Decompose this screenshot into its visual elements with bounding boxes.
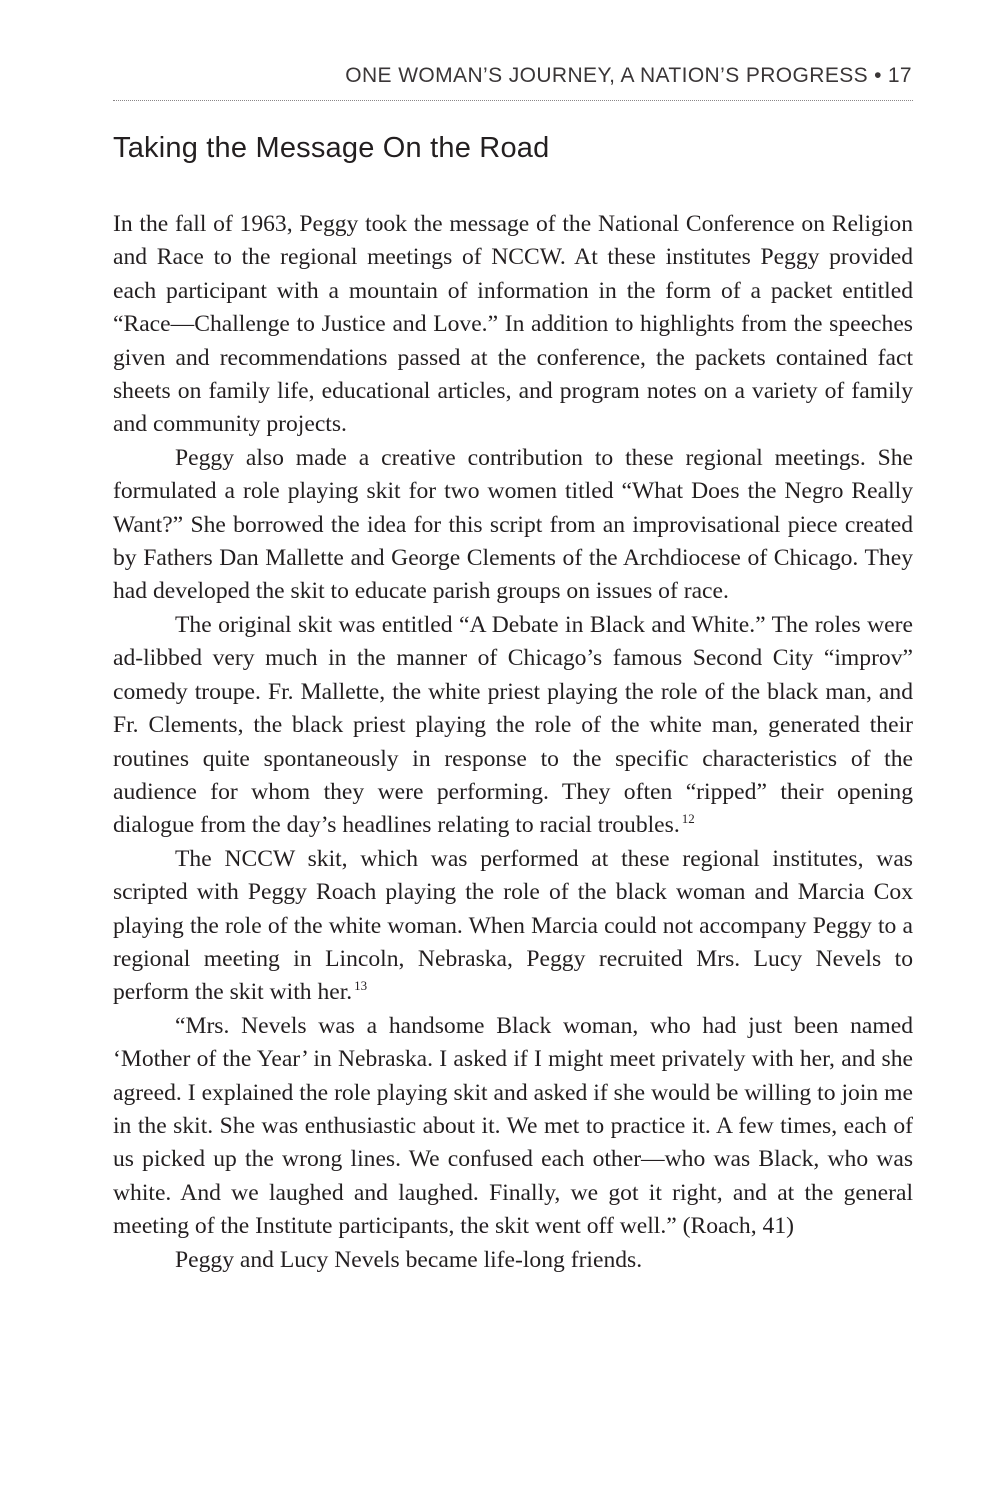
paragraph-text: “Mrs. Nevels was a handsome Black woman, who had just been named ‘Mother of the Year’ in Nebraska. I asked if I might meet privately with her, and she agreed. I explained the role playing skit and asked if she would be willing to join me in the skit. She was enthusiastic about it. We met to practice it. A few times, each of us picked up the wrong lines. We confused each other—who was Black, who was white. And we laughed and laughed. Finally, we got it right, and at the general meeting of the Institute participants, the skit went off well.” (Roach, 41) xyxy=(113,1012,913,1240)
paragraph xyxy=(113,609,913,843)
paragraph xyxy=(113,208,913,442)
paragraph xyxy=(113,843,913,1010)
paragraph-text: The original skit was entitled “A Debate in Black and White.” The roles were ad-libbed very much in the manner of Chicago’s famous Second City “improv” comedy troupe. Fr. Mallette, the white priest playing the role of the black man, and Fr. Clements, the black priest playing the role of the white man, generated their routines quite spontaneously in response to the specific characteristics of the audience for whom they were performing. They often “ripped” their opening dialogue from the day’s headlines relating to racial troubles. xyxy=(113,611,913,839)
footnote-marker: 12 xyxy=(681,811,695,827)
paragraph-text: The NCCW skit, which was performed at these regional institutes, was scripted with Peggy Roach playing the role of the black woman and Marcia Cox playing the role of the white woman. When Marcia could not accompany Peggy to a regional meeting in Lincoln, Nebraska, Peggy recruited Mrs. Lucy Nevels to perform the skit with her. xyxy=(113,845,913,1006)
paragraph-text: In the fall of 1963, Peggy took the message of the National Conference on Religion and Race to the regional meetings of NCCW. At these institutes Peggy provided each participant with a mountain of information in the form of a packet entitled “Race—Challenge to Justice and Love.” In addition to highlights from the speeches given and recommendations passed at the conference, the packets contained fact sheets on family life, educational articles, and program notes on a variety of family and community projects. xyxy=(113,211,913,438)
page-number: 17 xyxy=(887,64,912,87)
footnote-marker: 13 xyxy=(354,978,368,994)
paragraph-text: Peggy also made a creative contribution to these regional meetings. She formulated a role playing skit for two women titled “What Does the Negro Really Want?” She borrowed the idea for this script from an improvisational piece created by Fathers Dan Mallette and George Clements of the Archdiocese of Chicago. They had developed the skit to educate parish groups on issues of race. xyxy=(113,444,913,605)
running-title: ONE WOMAN’S JOURNEY, A NATION’S PROGRESS xyxy=(345,64,869,87)
paragraph xyxy=(113,1010,913,1244)
paragraph xyxy=(113,442,913,609)
paragraph-text: Peggy and Lucy Nevels became life-long friends. xyxy=(175,1246,643,1273)
paragraph xyxy=(113,1244,913,1277)
body-text xyxy=(113,208,913,1277)
running-header xyxy=(345,64,912,88)
section-title: Taking the Message On the Road xyxy=(113,132,550,164)
header-dotted-rule xyxy=(113,100,913,101)
header-separator: • xyxy=(874,64,882,87)
